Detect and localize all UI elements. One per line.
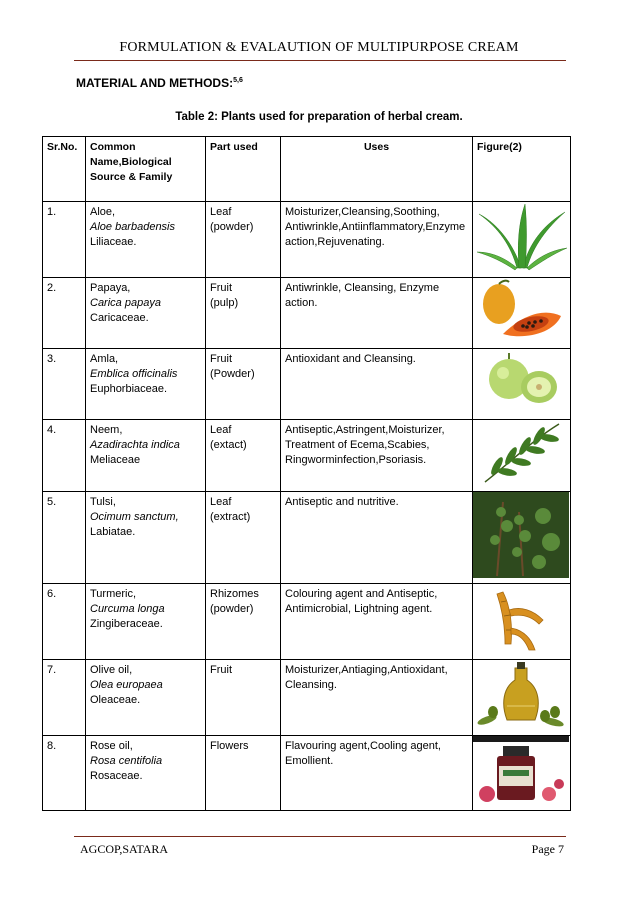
part-form: (Powder): [210, 368, 255, 380]
common-name-cell: [86, 420, 206, 492]
sr-no-cell: 3.: [43, 349, 86, 420]
figure-cell: [473, 492, 571, 584]
uses-cell: Flavouring agent,Cooling agent, Emollient.: [281, 736, 473, 811]
common-name-cell: [86, 660, 206, 736]
common-name: Rose oil,: [90, 740, 133, 752]
common-name-cell: [86, 736, 206, 811]
common-name-cell: [86, 202, 206, 278]
family-name: Labiatae.: [90, 526, 136, 538]
amla-fruit-icon: [473, 349, 570, 418]
table-row: [43, 492, 571, 584]
table-row: [43, 736, 571, 811]
table-caption: Table 2: Plants used for preparation of herbal cream.: [175, 111, 463, 123]
col-header-srno: Sr.No.: [43, 137, 86, 202]
page-number: Page 7: [531, 842, 564, 856]
biological-source: Carica papaya: [90, 297, 161, 309]
section-refs: 5,6: [233, 77, 243, 84]
col-header-common-name: Common Name,Biological Source & Family: [86, 137, 206, 202]
part-used-cell: [206, 736, 281, 811]
papaya-fruit-icon: [473, 278, 570, 347]
col-header-figure: Figure(2): [473, 137, 571, 202]
table-row: [43, 660, 571, 736]
uses-cell: Antiwrinkle, Cleansing, Enzyme action.: [281, 278, 473, 349]
part-used: Flowers: [210, 740, 249, 752]
biological-source: Olea europaea: [90, 679, 163, 691]
sr-no-cell: 2.: [43, 278, 86, 349]
col-header-part-used: Part used: [206, 137, 281, 202]
uses-cell: Antioxidant and Cleansing.: [281, 349, 473, 420]
figure-cell: [473, 420, 571, 492]
footer-institution: AGCOP,SATARA: [80, 842, 169, 856]
part-used: Fruit: [210, 664, 232, 676]
figure-cell: [473, 278, 571, 349]
uses-cell: Antiseptic,Astringent,Moisturizer, Treatment of Ecema,Scabies, Ringworminfection,Psoriasis.: [281, 420, 473, 492]
family-name: Meliaceae: [90, 454, 141, 466]
plants-table: [42, 136, 571, 811]
common-name: Tulsi,: [90, 496, 116, 508]
common-name-cell: [86, 492, 206, 584]
part-used-cell: [206, 349, 281, 420]
turmeric-root-icon: [473, 584, 570, 659]
common-name: Turmeric,: [90, 588, 137, 600]
sr-no-cell: 8.: [43, 736, 86, 811]
biological-source: Azadirachta indica: [90, 439, 180, 451]
family-name: Euphorbiaceae.: [90, 383, 168, 395]
part-used: Leaf: [210, 206, 232, 218]
biological-source: Aloe barbadensis: [90, 221, 176, 233]
figure-cell: [473, 202, 571, 278]
part-used: Fruit: [210, 353, 232, 365]
section-title: [76, 76, 243, 90]
family-name: Liliaceae.: [90, 236, 137, 248]
rose-oil-bottle-icon: [473, 736, 570, 809]
olive-oil-icon: [473, 660, 570, 735]
part-form: (extract): [210, 511, 251, 523]
part-form: (powder): [210, 221, 254, 233]
common-name: Aloe,: [90, 206, 116, 218]
family-name: Caricaceae.: [90, 312, 149, 324]
part-form: (extact): [210, 439, 247, 451]
part-used-cell: [206, 492, 281, 584]
neem-leaf-icon: [473, 420, 570, 491]
part-used: Leaf: [210, 424, 232, 436]
biological-source: Emblica officinalis: [90, 368, 178, 380]
footer-divider: [74, 836, 566, 837]
sr-no-cell: 4.: [43, 420, 86, 492]
table-row: [43, 349, 571, 420]
table-row: [43, 278, 571, 349]
sr-no-cell: 7.: [43, 660, 86, 736]
table-row: [43, 202, 571, 278]
common-name: Papaya,: [90, 282, 131, 294]
sr-no-cell: 6.: [43, 584, 86, 660]
biological-source: Curcuma longa: [90, 603, 165, 615]
common-name-cell: [86, 278, 206, 349]
part-used: Fruit: [210, 282, 232, 294]
table-row: [43, 420, 571, 492]
col-header-uses: Uses: [281, 137, 473, 202]
uses-cell: Moisturizer,Antiaging,Antioxidant, Cleansing.: [281, 660, 473, 736]
part-used-cell: [206, 660, 281, 736]
part-used: Leaf: [210, 496, 232, 508]
part-used-cell: [206, 278, 281, 349]
family-name: Zingiberaceae.: [90, 618, 163, 630]
common-name-cell: [86, 349, 206, 420]
table-header-row: [43, 137, 571, 202]
common-name: Amla,: [90, 353, 119, 365]
table-row: [43, 584, 571, 660]
uses-cell: Moisturizer,Cleansing,Soothing, Antiwrinkle,Antiinflammatory,Enzyme action,Rejuvenating.: [281, 202, 473, 278]
part-used-cell: [206, 202, 281, 278]
page-header: FORMULATION & EVALAUTION OF MULTIPURPOSE CREAM: [119, 40, 519, 55]
figure-cell: [473, 584, 571, 660]
tulsi-plant-icon: [473, 492, 570, 583]
family-name: Rosaceae.: [90, 770, 143, 782]
header-divider: [74, 60, 566, 61]
uses-cell: Colouring agent and Antiseptic, Antimicrobial, Lightning agent.: [281, 584, 473, 660]
part-form: (powder): [210, 603, 254, 615]
uses-cell: Antiseptic and nutritive.: [281, 492, 473, 584]
part-form: (pulp): [210, 297, 239, 309]
sr-no-cell: 1.: [43, 202, 86, 278]
part-used-cell: [206, 584, 281, 660]
family-name: Oleaceae.: [90, 694, 141, 706]
figure-cell: [473, 349, 571, 420]
biological-source: Rosa centifolia: [90, 755, 163, 767]
section-title-text: MATERIAL AND METHODS:: [76, 76, 234, 90]
figure-cell: [473, 660, 571, 736]
common-name-cell: [86, 584, 206, 660]
part-used: Rhizomes: [210, 588, 259, 600]
biological-source: Ocimum sanctum,: [90, 511, 179, 523]
aloe-plant-icon: [473, 202, 570, 277]
common-name: Neem,: [90, 424, 123, 436]
common-name: Olive oil,: [90, 664, 133, 676]
figure-cell: [473, 736, 571, 811]
sr-no-cell: 5.: [43, 492, 86, 584]
part-used-cell: [206, 420, 281, 492]
